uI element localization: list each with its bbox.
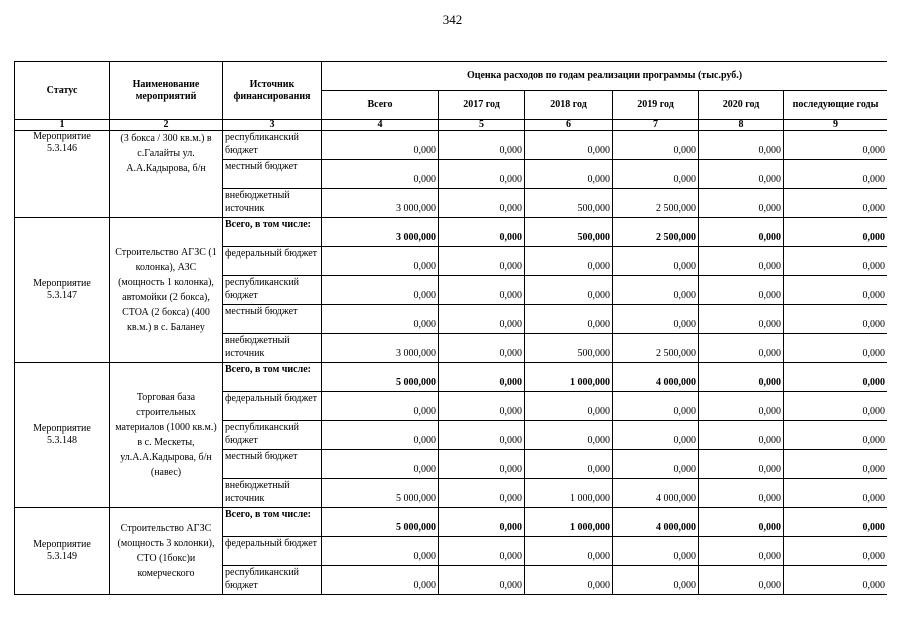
amount-cell: 0,000 <box>699 218 784 247</box>
amount-cell: 0,000 <box>525 450 613 479</box>
header-later: последующие годы <box>784 91 888 120</box>
amount-cell: 0,000 <box>322 566 439 595</box>
amount-cell: 0,000 <box>699 450 784 479</box>
amount-cell: 0,000 <box>613 131 699 160</box>
activity-name-cell: Строительство АГЗС (1 колонка), АЗС (мощность 1 колонка), автомойки (2 бокса), СТОА (2 бокса) (400 кв.м.) в с. Баланey <box>110 218 223 363</box>
amount-cell: 500,000 <box>525 189 613 218</box>
column-number-row <box>15 120 888 131</box>
col-number: 3 <box>223 120 322 131</box>
funding-source-cell: местный бюджет <box>223 450 322 479</box>
amount-cell: 0,000 <box>784 218 888 247</box>
header-status: Статус <box>15 62 110 120</box>
amount-cell: 0,000 <box>699 189 784 218</box>
amount-cell: 0,000 <box>322 276 439 305</box>
amount-cell: 0,000 <box>699 508 784 537</box>
amount-cell: 0,000 <box>699 421 784 450</box>
col-number: 9 <box>784 120 888 131</box>
amount-cell: 0,000 <box>699 305 784 334</box>
amount-cell: 0,000 <box>784 276 888 305</box>
amount-cell: 0,000 <box>613 537 699 566</box>
header-estimate: Оценка расходов по годам реализации программы (тыс.руб.) <box>322 62 888 91</box>
amount-cell: 0,000 <box>439 508 525 537</box>
funding-source-cell: республиканский бюджет <box>223 131 322 160</box>
amount-cell: 0,000 <box>439 218 525 247</box>
activity-name-cell: (3 бокса / 300 кв.м.) в с.Галайты ул. А.А.Кадырова, б/н <box>110 131 223 218</box>
amount-cell: 1 000,000 <box>525 479 613 508</box>
funding-source-cell: федеральный бюджет <box>223 392 322 421</box>
budget-table-wrapper <box>14 61 887 606</box>
funding-source-cell: республиканский бюджет <box>223 421 322 450</box>
amount-cell: 0,000 <box>699 334 784 363</box>
amount-cell: 2 500,000 <box>613 334 699 363</box>
amount-cell: 0,000 <box>784 566 888 595</box>
amount-cell: 0,000 <box>439 334 525 363</box>
col-number: 7 <box>613 120 699 131</box>
amount-cell: 0,000 <box>322 160 439 189</box>
header-source: Источник финансирования <box>223 62 322 120</box>
amount-cell: 2 500,000 <box>613 189 699 218</box>
amount-cell: 0,000 <box>525 421 613 450</box>
amount-cell: 0,000 <box>784 131 888 160</box>
amount-cell: 0,000 <box>613 392 699 421</box>
header-total: Всего <box>322 91 439 120</box>
header-2018: 2018 год <box>525 91 613 120</box>
amount-cell: 0,000 <box>699 247 784 276</box>
amount-cell: 0,000 <box>613 276 699 305</box>
amount-cell: 0,000 <box>525 392 613 421</box>
amount-cell: 0,000 <box>322 392 439 421</box>
budget-table <box>14 61 887 595</box>
amount-cell: 0,000 <box>439 421 525 450</box>
amount-cell: 5 000,000 <box>322 363 439 392</box>
amount-cell: 0,000 <box>439 537 525 566</box>
amount-cell: 0,000 <box>439 363 525 392</box>
amount-cell: 0,000 <box>699 537 784 566</box>
amount-cell: 0,000 <box>525 131 613 160</box>
amount-cell: 0,000 <box>613 247 699 276</box>
amount-cell: 0,000 <box>613 421 699 450</box>
amount-cell: 4 000,000 <box>613 363 699 392</box>
amount-cell: 0,000 <box>439 479 525 508</box>
amount-cell: 0,000 <box>699 566 784 595</box>
col-number: 5 <box>439 120 525 131</box>
amount-cell: 0,000 <box>439 189 525 218</box>
funding-source-cell: федеральный бюджет <box>223 537 322 566</box>
amount-cell: 0,000 <box>439 131 525 160</box>
funding-source-cell: внебюджетный источник <box>223 189 322 218</box>
amount-cell: 0,000 <box>322 537 439 566</box>
amount-cell: 0,000 <box>784 305 888 334</box>
amount-cell: 0,000 <box>784 363 888 392</box>
col-number: 1 <box>15 120 110 131</box>
col-number: 8 <box>699 120 784 131</box>
amount-cell: 0,000 <box>525 566 613 595</box>
funding-source-cell: внебюджетный источник <box>223 479 322 508</box>
header-2017: 2017 год <box>439 91 525 120</box>
page-number: 342 <box>442 12 463 27</box>
amount-cell: 0,000 <box>613 566 699 595</box>
activity-name-cell: Строительство АГЗС (мощность 3 колонки), СТО (1бокс)и комерческого <box>110 508 223 595</box>
col-number: 4 <box>322 120 439 131</box>
amount-cell: 0,000 <box>525 537 613 566</box>
amount-cell: 0,000 <box>784 479 888 508</box>
amount-cell: 2 500,000 <box>613 218 699 247</box>
amount-cell: 4 000,000 <box>613 479 699 508</box>
amount-cell: 5 000,000 <box>322 508 439 537</box>
funding-source-cell: Всего, в том числе: <box>223 218 322 247</box>
funding-source-cell: республиканский бюджет <box>223 276 322 305</box>
col-number: 2 <box>110 120 223 131</box>
table-row <box>15 363 888 392</box>
status-cell: Мероприятие 5.3.147 <box>15 218 110 363</box>
amount-cell: 500,000 <box>525 334 613 363</box>
amount-cell: 0,000 <box>784 392 888 421</box>
amount-cell: 0,000 <box>784 508 888 537</box>
amount-cell: 0,000 <box>525 160 613 189</box>
header-2020: 2020 год <box>699 91 784 120</box>
amount-cell: 0,000 <box>699 363 784 392</box>
amount-cell: 0,000 <box>322 421 439 450</box>
status-cell: Мероприятие 5.3.146 <box>15 131 110 218</box>
funding-source-cell: Всего, в том числе: <box>223 363 322 392</box>
amount-cell: 0,000 <box>439 247 525 276</box>
funding-source-cell: местный бюджет <box>223 305 322 334</box>
amount-cell: 3 000,000 <box>322 218 439 247</box>
table-row <box>15 131 888 160</box>
funding-source-cell: республиканский бюджет <box>223 566 322 595</box>
header-2019: 2019 год <box>613 91 699 120</box>
table-body <box>15 131 888 595</box>
amount-cell: 0,000 <box>439 566 525 595</box>
amount-cell: 0,000 <box>784 160 888 189</box>
amount-cell: 0,000 <box>699 392 784 421</box>
amount-cell: 0,000 <box>525 305 613 334</box>
amount-cell: 3 000,000 <box>322 189 439 218</box>
amount-cell: 5 000,000 <box>322 479 439 508</box>
funding-source-cell: Всего, в том числе: <box>223 508 322 537</box>
amount-cell: 0,000 <box>322 305 439 334</box>
amount-cell: 1 000,000 <box>525 508 613 537</box>
amount-cell: 0,000 <box>613 160 699 189</box>
amount-cell: 0,000 <box>439 305 525 334</box>
amount-cell: 0,000 <box>439 450 525 479</box>
amount-cell: 0,000 <box>784 247 888 276</box>
amount-cell: 0,000 <box>613 450 699 479</box>
amount-cell: 0,000 <box>613 305 699 334</box>
amount-cell: 0,000 <box>784 421 888 450</box>
amount-cell: 0,000 <box>322 131 439 160</box>
amount-cell: 0,000 <box>439 276 525 305</box>
amount-cell: 0,000 <box>439 160 525 189</box>
amount-cell: 0,000 <box>784 450 888 479</box>
amount-cell: 3 000,000 <box>322 334 439 363</box>
amount-cell: 0,000 <box>322 450 439 479</box>
status-cell: Мероприятие 5.3.148 <box>15 363 110 508</box>
amount-cell: 0,000 <box>784 334 888 363</box>
amount-cell: 0,000 <box>699 160 784 189</box>
amount-cell: 4 000,000 <box>613 508 699 537</box>
col-number: 6 <box>525 120 613 131</box>
amount-cell: 0,000 <box>784 189 888 218</box>
funding-source-cell: федеральный бюджет <box>223 247 322 276</box>
amount-cell: 0,000 <box>525 276 613 305</box>
funding-source-cell: внебюджетный источник <box>223 334 322 363</box>
funding-source-cell: местный бюджет <box>223 160 322 189</box>
amount-cell: 0,000 <box>699 131 784 160</box>
table-row <box>15 218 888 247</box>
amount-cell: 0,000 <box>699 276 784 305</box>
amount-cell: 0,000 <box>525 247 613 276</box>
amount-cell: 0,000 <box>439 392 525 421</box>
amount-cell: 0,000 <box>784 537 888 566</box>
header-name: Наименование мероприятий <box>110 62 223 120</box>
table-row <box>15 508 888 537</box>
amount-cell: 500,000 <box>525 218 613 247</box>
amount-cell: 0,000 <box>699 479 784 508</box>
amount-cell: 0,000 <box>322 247 439 276</box>
status-cell: Мероприятие 5.3.149 <box>15 508 110 595</box>
amount-cell: 1 000,000 <box>525 363 613 392</box>
activity-name-cell: Торговая база строительных материалов (1000 кв.м.) в с. Мескеты, ул.А.А.Кадырова, б/н (навес) <box>110 363 223 508</box>
